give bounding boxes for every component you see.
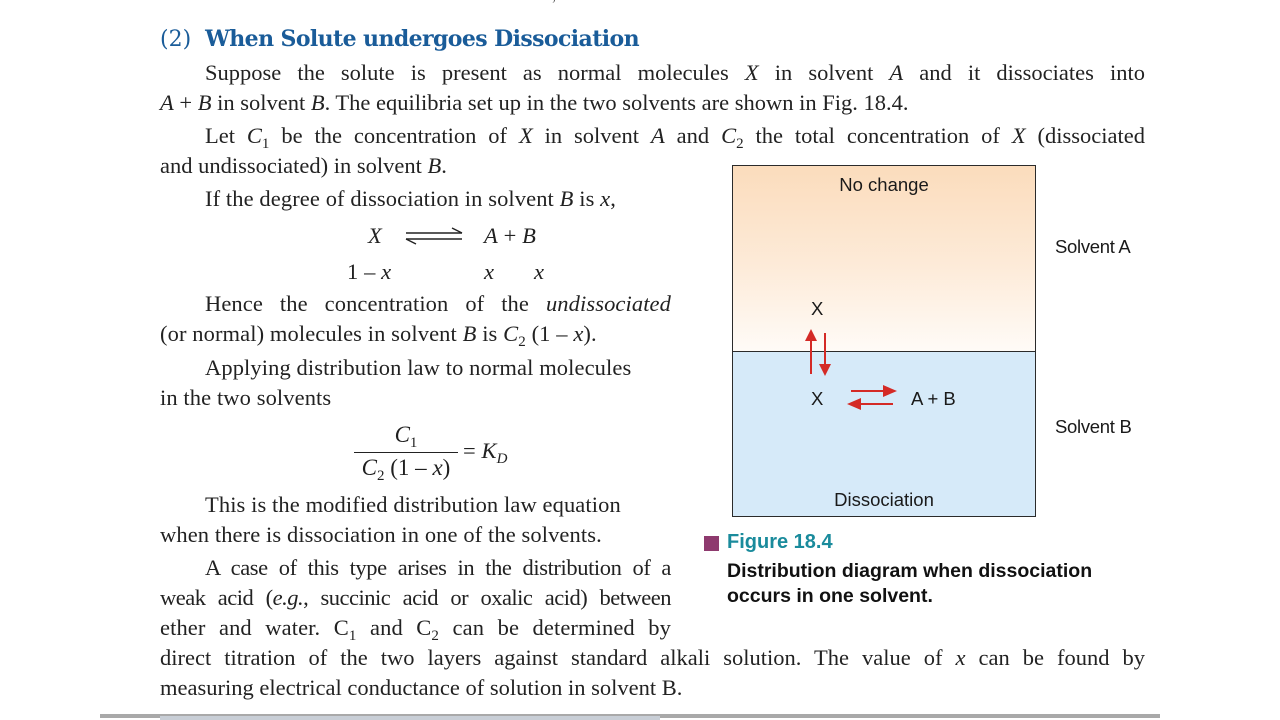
figure-caption	[727, 559, 1092, 609]
section-number: (2)	[160, 27, 192, 52]
equation-numerator: $C_1$	[394, 422, 418, 451]
paragraph-7-line-3: ether and water. $C_1$ and $C_2$ can be determined by	[160, 615, 671, 644]
section-heading	[160, 26, 639, 52]
species-x-solvent-b: X	[811, 388, 824, 409]
label-no-change: No change	[839, 174, 929, 195]
equilibrium-reactant: X	[368, 223, 382, 248]
products-a-plus-b: A + B	[911, 388, 956, 409]
paragraph-1-line-1: Suppose the solute is present as normal molecules X in solvent A and it dissociates into	[205, 60, 1145, 85]
equilibrium-product-amount-b: x	[534, 259, 545, 284]
paragraph-2-line-1: Let $C_1$ be the concentration of X in solvent A and $C_2$ the total concentration of X (dissociated	[205, 123, 1145, 152]
equilibrium-arrow-icon	[404, 226, 464, 246]
next-section-clip	[160, 716, 660, 720]
fraction-bar	[354, 452, 458, 453]
section-title: When Solute undergoes Dissociation	[205, 26, 639, 52]
caption-marker-icon	[704, 536, 719, 551]
paragraph-4-line-1: Hence the concentration of the undissociated	[205, 291, 671, 316]
paragraph-4-line-2: (or normal) molecules in solvent B is $C_2$ (1 – x).	[160, 321, 597, 350]
paragraph-6-line-2: when there is dissociation in one of the solvents.	[160, 522, 602, 547]
equilibrium-products: A + B	[484, 223, 536, 248]
equation-rhs: = $K_D$	[463, 438, 508, 467]
paragraph-5-line-1: Applying distribution law to normal molecules	[205, 355, 632, 380]
paragraph-7-line-4: direct titration of the two layers against standard alkali solution. The value of x can be found by	[160, 645, 1146, 670]
figure-number: Figure 18.4	[727, 531, 833, 553]
equilibrium-reactant-amount: 1 – x	[347, 259, 392, 284]
paragraph-1-line-2: A + B in solvent B. The equilibria set up in the two solvents are shown in Fig. 18.4.	[160, 90, 909, 115]
paragraph-6-line-1: This is the modified distribution law equation	[205, 492, 621, 517]
distribution-diagram	[732, 165, 1036, 517]
label-solvent-a: Solvent A	[1055, 236, 1131, 257]
paragraph-7-line-1: A case of this type arises in the distribution of a	[205, 555, 671, 580]
equation-denominator: $C_2$ (1 – x)	[361, 455, 451, 484]
paragraph-7-line-2: weak acid (e.g., succinic acid or oxalic acid) between	[160, 585, 671, 610]
label-solvent-b: Solvent B	[1055, 416, 1132, 437]
previous-page-clip	[0, 0, 1280, 5]
paragraph-7-line-5: measuring electrical conductance of solution in solvent B.	[160, 675, 683, 700]
species-x-solvent-a: X	[811, 298, 824, 319]
equilibrium-product-amount-a: x	[484, 259, 495, 284]
equilibrium-arrows-icon	[733, 166, 1037, 518]
caption-line-2: occurs in one solvent.	[727, 585, 933, 607]
paragraph-2-line-2: and undissociated) in solvent B.	[160, 153, 447, 178]
caption-line-1: Distribution diagram when dissociation	[727, 560, 1093, 582]
paragraph-5-line-2: in the two solvents	[160, 385, 332, 410]
distribution-equation-fraction	[354, 422, 458, 484]
label-dissociation: Dissociation	[834, 489, 934, 510]
paragraph-3: If the degree of dissociation in solvent B is x,	[205, 186, 616, 211]
